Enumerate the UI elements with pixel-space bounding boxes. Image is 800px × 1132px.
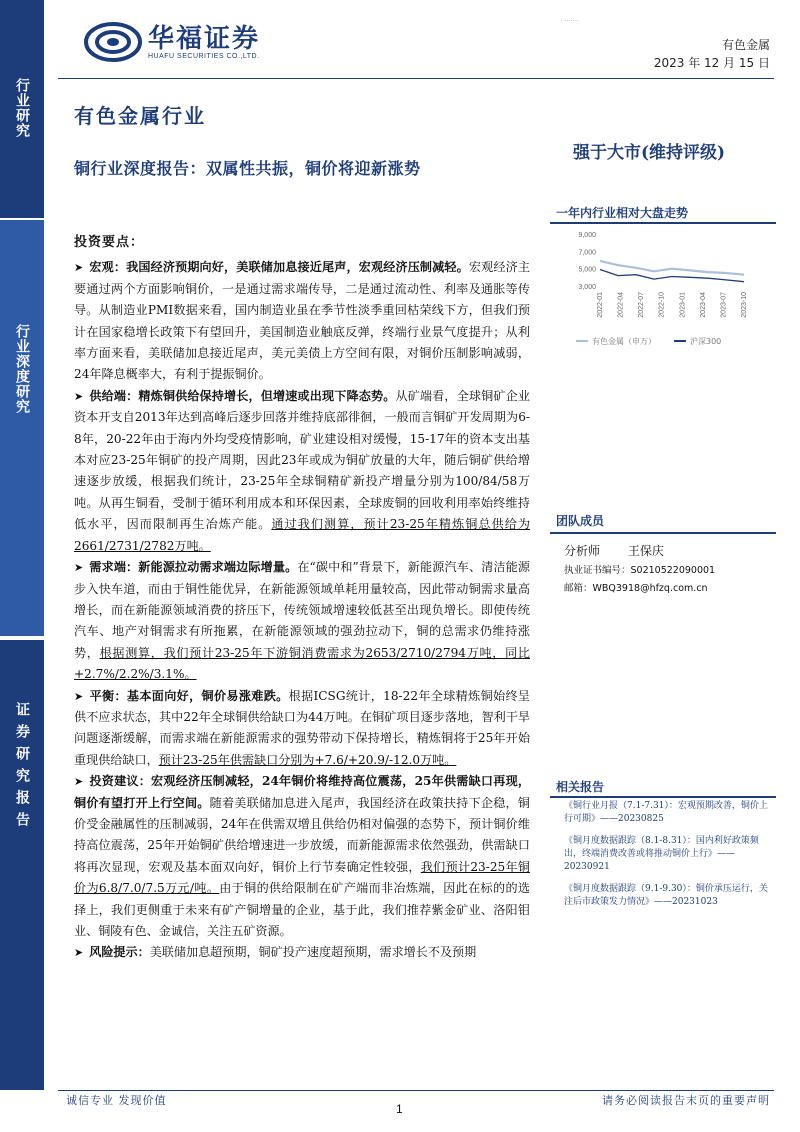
footer-divider	[58, 1090, 774, 1091]
para-macro: ➤ 宏观：我国经济预期向好，美联储加息接近尾声，宏观经济压制减轻。宏观经济主要通过两个方面影响铜价，一是通过需求端传导，二是通过流动性、利率及通胀等传导。从制造业PMI数据来看，国内制造业虽在季节性淡季重回枯荣线下方，但我们预计在国家稳增长政策下有望回升，美国制造业触底反弹，终端行业景气度提升；从利率方面来看，美联储加息接近尾声，美元美债上方空间有限，对铜价压制影响减弱，24年降息概率大，有利于提振铜价。	[74, 260, 530, 382]
industry-title: 有色金属行业	[74, 104, 206, 128]
x-tick-label: 2022-07	[638, 292, 646, 318]
related-report-item[interactable]: 《铜月度数据跟踪（8.1-8.31）：国内利好政策频出，终端消费改善或将推动铜价上行》——20230921	[564, 836, 759, 872]
trend-chart	[556, 228, 776, 358]
arrow-bullet-icon: ➤	[74, 689, 84, 703]
chart-heading-rule	[550, 222, 776, 224]
analyst-email[interactable]: 邮箱：WBQ3918@hfzq.com.cn	[564, 583, 708, 594]
y-tick-label: 9,000	[578, 232, 596, 239]
header-sector: 有色金属	[721, 38, 770, 52]
x-tick-label: 2023-01	[679, 292, 687, 318]
y-tick-label: 7,000	[578, 249, 596, 257]
related-reports	[564, 800, 776, 918]
company-logo	[84, 22, 260, 62]
para-risk: ➤ 风险提示：美联储加息超预期，铜矿投产速度超预期，需求增长不及预期	[74, 945, 477, 960]
arrow-bullet-icon: ➤	[74, 561, 84, 575]
x-tick-label: 2022-04	[617, 292, 625, 318]
analyst-row	[564, 542, 664, 559]
y-tick-label: 3,000	[578, 284, 596, 291]
side-tab-industry: 行业研究	[0, 0, 44, 218]
team-heading: 团队成员	[556, 514, 605, 528]
related-report-item[interactable]: 《铜月度数据跟踪（9.1-9.30）：铜价承压运行，关注后市政策发力情况》——20231023	[564, 884, 768, 907]
logo-cn: 华福证券	[148, 23, 261, 54]
side-tab-securities: 证券研究报告	[0, 640, 44, 1090]
side-band	[0, 0, 44, 1090]
y-tick-label: 5,000	[578, 266, 596, 274]
chart-series	[600, 261, 744, 282]
header-divider	[58, 78, 774, 79]
report-title: 铜行业深度报告：双属性共振，铜价将迎新涨势	[74, 159, 421, 178]
x-tick-label: 2022-10	[658, 292, 666, 318]
arrow-bullet-icon: ➤	[74, 946, 84, 960]
key-points-heading: 投资要点：	[74, 235, 145, 250]
analyst-label: 分析师	[564, 544, 601, 558]
header-meta	[654, 36, 770, 72]
chart-legend	[576, 336, 721, 346]
rating-label: 强于大市(维持评级)	[573, 143, 726, 163]
footer-slogan: 诚信专业 发现价值	[66, 1094, 167, 1107]
x-tick-label: 2023-10	[741, 292, 748, 318]
series-line-industry	[600, 261, 744, 275]
para-demand: ➤ 需求端：新能源拉动需求端边际增量。在“碳中和”背景下，新能源汽车、清洁能源步入快车道，而由于铜性能优异，在新能源领域单耗用量较高，因此带动铜需求量高增长，而在新能源领域消费的挤压下，传统领域增速较低甚至出现负增长。即使传统汽车、地产对铜需求有所拖累，在新能源领域的强劲拉动下，铜的总需求仍维持涨势，根据测算，我们预计23-25年下游铜消费需求为2653/2710/2794万吨，同比+2.7%/2.2%/3.1%。	[74, 560, 530, 682]
related-heading-rule	[550, 796, 776, 798]
side-tab-deep: 行业深度研究	[0, 220, 44, 636]
page-number: 1	[396, 1102, 403, 1116]
chart-heading: 一年内行业相对大盘走势	[556, 206, 689, 220]
legend-label: 沪深300	[690, 337, 722, 346]
logo-en: HUAFU SECURITIES CO.,LTD.	[148, 52, 260, 60]
para-balance: ➤ 平衡：基本面向好，铜价易涨难跌。根据ICSG统计，18-22年全球精炼铜始终呈供不应求状态，其中22年全球铜供给缺口为44万吨。在铜矿项目逐步落地，智利干旱问题逐渐缓解，而需求端在新能源需求的强势带动下保持增长，精炼铜将于25年开始重现供给缺口，预计23-25年供需缺口分别为+7.6/+20.9/-12.0万吨。	[74, 688, 530, 767]
footer-disclaimer: 请务必阅读报告末页的重要声明	[602, 1094, 770, 1107]
x-tick-label: 2023-04	[699, 292, 707, 318]
x-tick-label: 2022-01	[597, 292, 604, 318]
header-date: 2023 年 12 月 15 日	[653, 56, 770, 70]
legend-label: 有色金属（申万）	[592, 337, 656, 346]
para-investment: ➤ 投资建议：宏观经济压制减轻，24年铜价将维持高位震荡，25年供需缺口再现，铜价有望打开上行空间。随着美联储加息进入尾声，我国经济在政策扶持下企稳，铜价受金融属性的压制减弱，24年在供需双增且供给仍相对偏强的态势下，预计铜价维持高位震荡，25年开始铜矿供给增速进一步放缓，而新能源需求依然强劲，供需缺口将再次显现，宏观及基本面双向好，铜价上行节奏确定性较强，我们预计23-25年铜价为6.8/7.0/7.5万元/吨。由于铜的供给限制在矿产端而非冶炼端，因此在标的的选择上，我们更侧重于未来有矿产铜增量的企业，基于此，我们推荐紫金矿业、洛阳钼业、铜陵有色、金诚信，关注五矿资源。	[74, 774, 530, 938]
arrow-bullet-icon: ➤	[74, 389, 84, 403]
arrow-bullet-icon: ➤	[74, 261, 84, 275]
para-supply: ➤ 供给端：精炼铜供给保持增长，但增速或出现下降态势。从矿端看，全球铜矿企业资本开支自2013年达到高峰后逐步回落并维持底部徘徊，一般而言铜矿开发周期为6-8年，20-22年由于海内外均受疫情影响，矿业建设相对缓慢，15-17年的资本支出基本对应23-25年铜矿的投产周期，因此23年或成为铜矿放量的大年，随后铜矿供给增速逐步放缓，根据我们统计，23-25年全球铜精矿新投产增量分别为100/84/58万吨。从再生铜看，受制于循环利用成本和环保因素，全球废铜的回收利用率始终维持低水平，因而限制再生冶炼产能。通过我们测算，预计23-25年精炼铜总供给为2661/2731/2782万吨。	[74, 388, 530, 553]
corner-mark: · ·······	[560, 18, 578, 25]
analyst-name: 王保庆	[627, 544, 664, 558]
key-points	[74, 232, 530, 964]
related-heading: 相关报告	[556, 780, 605, 794]
x-tick-label: 2023-07	[720, 292, 728, 318]
related-report-item[interactable]: 《铜行业月报（7.1-7.31）：宏观预期改善，铜价上行可期》——20230825	[564, 801, 768, 824]
x-axis-ticks	[597, 292, 748, 318]
arrow-bullet-icon: ➤	[74, 775, 84, 789]
series-line-index	[600, 270, 744, 282]
team-heading-rule	[550, 532, 776, 534]
analyst-cert: 执业证书编号：S0210522090001	[564, 565, 716, 576]
logo-mark-icon	[84, 22, 142, 62]
y-axis-ticks	[578, 232, 596, 291]
